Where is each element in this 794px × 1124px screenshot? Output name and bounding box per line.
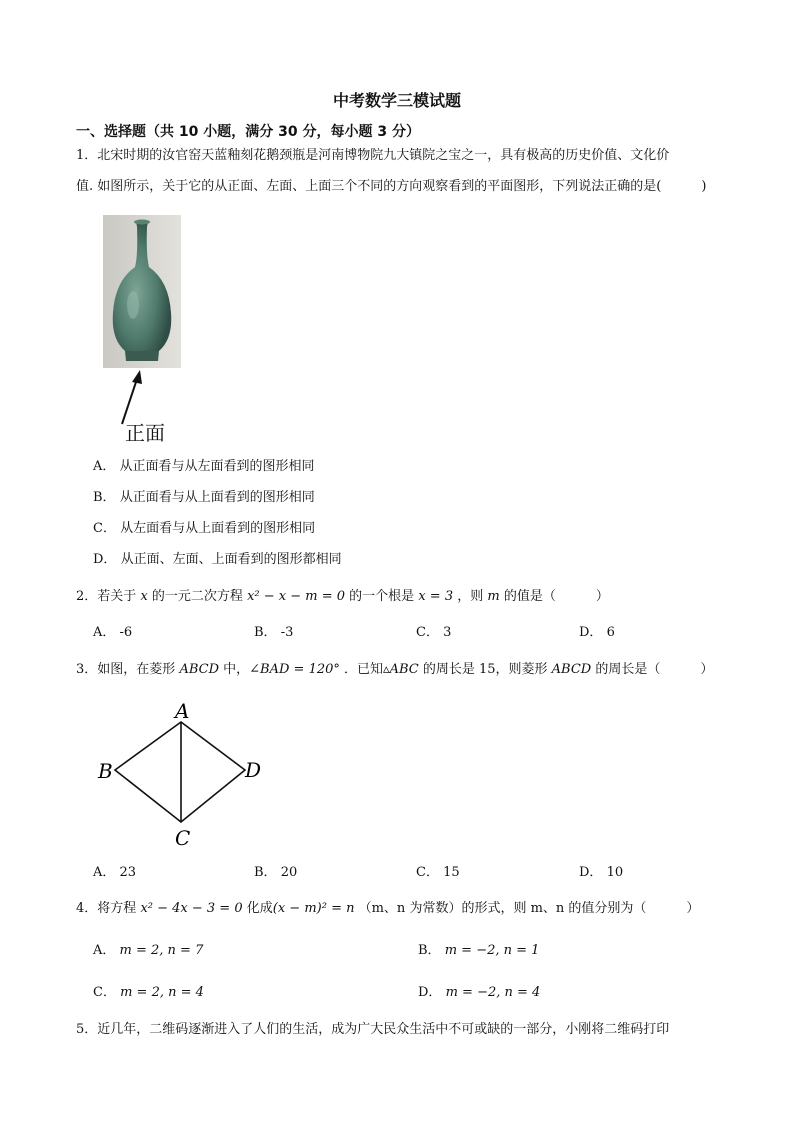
question-2: 2．若关于 x 的一元二次方程 x² − x − m = 0 的一个根是 x = 3 ，则 m 的值是（ ） — [76, 589, 609, 604]
equation: x² − 4x − 3 = 0 — [140, 901, 243, 916]
option-d: D． 从正面、左面、上面看到的图形都相同 — [93, 552, 342, 567]
question-4: 4．将方程 x² − 4x − 3 = 0 化成(x − m)² = n （m、n 为常数）的形式，则 m、n 的值分别为（ ） — [76, 901, 700, 916]
question-1-text: 北宋时期的汝官窑天蓝釉刻花鹅颈瓶是河南博物院九大镇院之宝之一，具有极高的历史价值、文化价 — [97, 148, 670, 163]
question-number: 1． — [76, 148, 98, 163]
vertex-label-a: A — [175, 700, 190, 723]
page-title: 中考数学三模试题 — [332, 91, 461, 110]
option-d: D． 6 — [579, 625, 615, 640]
section-heading: 一、选择题（共 10 小题，满分 30 分，每小题 3 分） — [76, 124, 420, 140]
question-1-line-1 — [76, 146, 669, 166]
option-a: A． m = 2, n = 7 — [93, 943, 204, 958]
option-c: C． 3 — [416, 625, 452, 640]
option-c: C． 从左面看与从上面看到的图形相同 — [93, 521, 316, 536]
option-b: B． 20 — [254, 865, 298, 880]
answer-paren-close: ) — [701, 179, 707, 194]
option-b: B． m = −2, n = 1 — [418, 943, 540, 958]
option-d: D． 10 — [579, 865, 624, 880]
figure-label-front: 正面 — [125, 421, 165, 445]
equation: x² − x − m = 0 — [247, 589, 346, 604]
question-5: 5．近几年，二维码逐渐进入了人们的生活，成为广大民众生活中不可或缺的一部分，小刚将二维码打印 — [76, 1022, 670, 1037]
option-a: A． 从正面看与从左面看到的图形相同 — [93, 459, 315, 474]
option-c: C． 15 — [416, 865, 460, 880]
option-b: B． -3 — [254, 625, 294, 640]
vertex-label-c: C — [175, 826, 191, 850]
question-1-text-2: 值. 如图所示，关于它的从正面、左面、上面三个不同的方向观察看到的平面图形，下列说法正确的是( — [76, 179, 662, 194]
option-d: D． m = −2, n = 4 — [418, 985, 541, 1000]
option-b: B． 从正面看与从上面看到的图形相同 — [93, 490, 315, 505]
option-a: A． 23 — [93, 865, 137, 880]
question-1-line-2 — [76, 177, 706, 197]
option-c: C． m = 2, n = 4 — [93, 985, 204, 1000]
option-a: A． -6 — [93, 625, 133, 640]
vertex-label-b: B — [98, 759, 113, 783]
vase-photo — [103, 215, 181, 368]
question-3: 3．如图，在菱形 ABCD 中，∠BAD = 120° ．已知▵ABC 的周长是 15，则菱形 ABCD 的周长是（ ） — [76, 662, 714, 677]
rhombus-figure — [95, 700, 275, 850]
vertex-label-d: D — [245, 758, 262, 782]
